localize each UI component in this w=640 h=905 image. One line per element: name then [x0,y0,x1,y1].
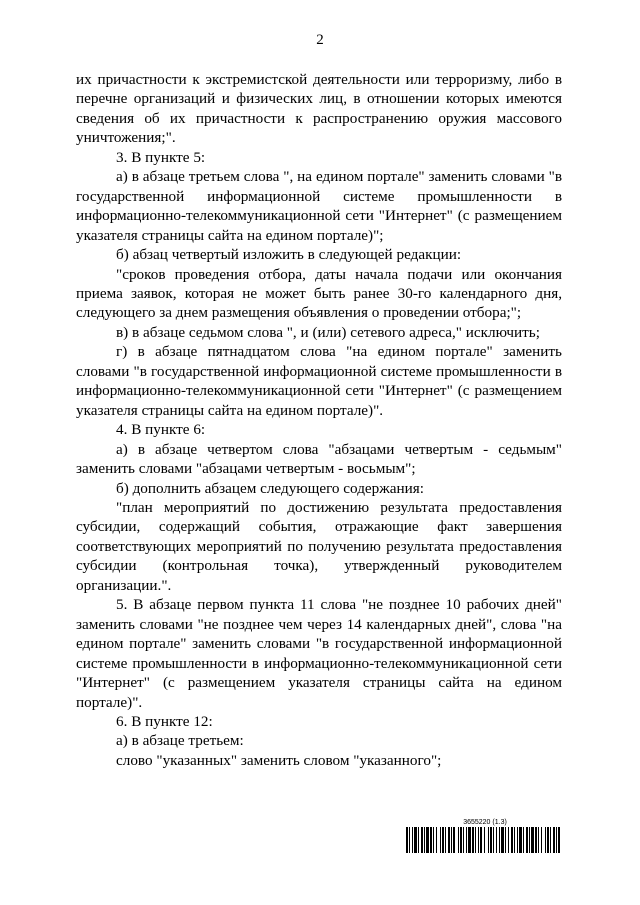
paragraph: "план мероприятий по достижению результата предоставления субсидии, содержащий события, отражающие факт завершения соответствующих мероприятий по получению результата предоставления субсидии (контрольная точка), утвержденный руководителем организации.". [76,498,562,594]
paragraph: их причастности к экстремистской деятельности или терроризму, либо в перечне организаций и физических лиц, в отношении которых имеются сведения об их причастности к распространению оружия массового уничтожения;". [76,71,562,147]
paragraph: г) в абзаце пятнадцатом слова "на едином портале" заменить словами "в государственной информационной системе промышленности в информационно-телекоммуникационной сети "Интернет" (с размещением указателя страницы сайта на едином портале)". [76,343,562,419]
barcode-icon [406,827,562,853]
paragraph: 6. В пункте 12: [116,712,213,730]
paragraph: б) абзац четвертый изложить в следующей редакции: [116,246,462,264]
paragraph: б) дополнить абзацем следующего содержания: [116,479,424,497]
paragraph: 4. В пункте 6: [116,421,206,439]
paragraph: в) в абзаце седьмом слова ", и (или) сетевого адреса," исключить; [116,323,540,341]
paragraph: "сроков проведения отбора, даты начала подачи или окончания приема заявок, которая не может быть ранее 30-го календарного дня, следующего за днем размещения объявления о проведении отбора;"; [76,265,562,322]
paragraph: 3. В пункте 5: [116,148,206,166]
page-number: 2 [316,32,324,48]
paragraph: а) в абзаце третьем слова ", на едином портале" заменить словами "в государственной информационной системе промышленности в информационно-телекоммуникационной сети "Интернет" (с размещением указателя страницы сайта на едином портале)"; [76,168,562,244]
barcode-number: 3655220 (1.3) [463,819,507,826]
paragraph: а) в абзаце четвертом слова "абзацами четвертым - седьмым" заменить словами "абзацами четвертым - восьмым"; [76,440,562,478]
paragraph: 5. В абзаце первом пункта 11 слова "не позднее 10 рабочих дней" заменить словами "не позднее чем через 14 календарных дней", слова "на едином портале" заменить словами "в государственной информационной системе промышленности в информационно-телекоммуникационной сети "Интернет" (с размещением указателя страницы сайта на едином портале)". [76,596,562,711]
document-body [76,70,562,770]
paragraph: слово "указанных" заменить словом "указанного"; [116,751,442,769]
paragraph: а) в абзаце третьем: [116,732,244,750]
